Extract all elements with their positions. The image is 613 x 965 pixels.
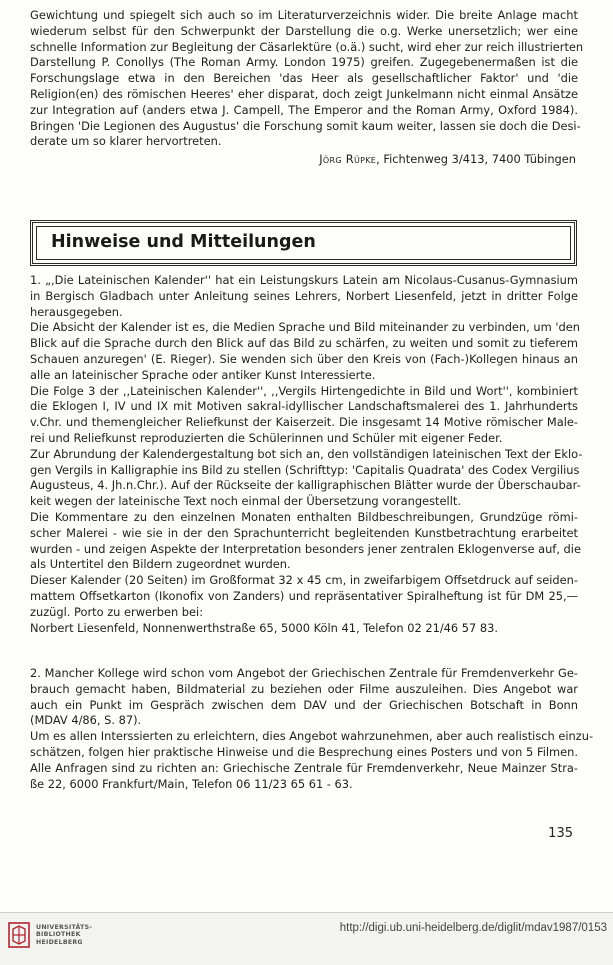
text-line: Dieser Kalender (20 Seiten) im Großformat 32 x 45 cm, in zweifarbigem Offsetdruck auf seiden- bbox=[30, 573, 578, 588]
paragraph bbox=[30, 446, 583, 510]
review-signature bbox=[319, 152, 576, 167]
page-number: 135 bbox=[548, 826, 573, 841]
text-line: schätzen, folgen hier praktische Hinweise und die Besprechung eines Posters und von 5 Filmen. bbox=[30, 744, 578, 759]
logo-line-2: BIBLIOTHEK bbox=[36, 931, 81, 939]
text-line: keit wegen der lateinische Text noch einmal der Übersetzung vorangestellt. bbox=[30, 494, 461, 509]
text-line: scher Malerei - wie sie in der den Sprachunterricht begleitenden Kunstbetrachtung erarbeitet bbox=[30, 525, 578, 540]
text-line: 1. „,Die Lateinischen Kalender'' hat ein Leistungskurs Latein am Nicolaus-Cusanus-Gymnasium bbox=[30, 273, 578, 287]
text-line: 2. Mancher Kollege wird schon vom Angebot der Griechischen Zentrale für Fremdenverkehr Ge- bbox=[30, 666, 578, 680]
text-line: Schauen anzuregen' (E. Rieger). Sie wenden sich über den Kreis von (Fach-)Kollegen hinaus an bbox=[30, 351, 578, 366]
paragraph bbox=[30, 666, 578, 729]
text-line: wiederum selbst für den Schwerpunkt der Darstellung die o.g. Werke unersetzlich; wer eine bbox=[30, 23, 578, 38]
text-line: Norbert Liesenfeld, Nonnenwerthstraße 65, 5000 Köln 41, Telefon 02 21/46 57 83. bbox=[30, 620, 498, 635]
text-line: wurden - und zeigen Aspekte der Interpretation besonders jener zentralen Eklogenverse auf, die bbox=[30, 541, 581, 556]
paragraph bbox=[30, 621, 578, 637]
text-line: schnelle Information zur Begleitung der Cäsarlektüre (o.ä.) sucht, wird eher zur reich illustrierten bbox=[30, 39, 584, 54]
text-line: zuzügl. Porto zu erwerben bei: bbox=[30, 604, 204, 619]
text-line: Zur Abrundung der Kalendergestaltung bot sich an, den vollständigen lateinischen Text der Eklo- bbox=[30, 446, 583, 461]
notice-item-2 bbox=[30, 666, 594, 792]
paragraph bbox=[30, 384, 578, 447]
library-logo-text bbox=[36, 924, 92, 947]
text-line: Die Kommentare zu den einzelnen Monaten enthalten Bildbeschreibungen, Grundzüge römi- bbox=[30, 509, 578, 524]
text-line: Gewichtung und spiegelt sich auch so im Literaturverzeichnis wider. Die breite Anlage macht bbox=[30, 8, 578, 22]
text-line: Alle Anfragen sind zu richten an: Griechische Zentrale für Fremdenverkehr, Neue Mainzer Stra- bbox=[30, 760, 578, 775]
author-address: , Fichtenweg 3/413, 7400 Tübingen bbox=[376, 152, 576, 166]
text-line: Blick auf die Sprache durch den Blick auf das Bild zu schärfen, zu weiten und somit zu tieferem bbox=[30, 336, 578, 351]
logo-line-1: UNIVERSITÄTS- bbox=[36, 923, 93, 931]
text-line: (MDAV 4/86, S. 87). bbox=[30, 713, 142, 728]
paragraph bbox=[30, 320, 578, 383]
text-line: derate um so klarer hervortreten. bbox=[30, 134, 222, 149]
section-heading-box bbox=[30, 220, 577, 266]
review-closing-paragraph bbox=[30, 8, 584, 150]
text-line: auch ein Punkt im Gespräch zwischen dem DAV und der Griechischen Botschaft in Bonn bbox=[30, 697, 578, 712]
text-line: Bringen 'Die Legionen des Augustus' die Forschung somit kaum weiter, lassen sie doch die Desi- bbox=[30, 118, 581, 133]
text-line: als Untertitel den Bildern zugeordnet wurden. bbox=[30, 557, 291, 572]
text-line: v.Chr. und themengleicher Reliefkunst der Kaiserzeit. Die insgesamt 14 Motive römischer Male- bbox=[30, 415, 578, 430]
logo-line-3: HEIDELBERG bbox=[36, 938, 83, 946]
text-line: Die Folge 3 der ,,Lateinischen Kalender'', ,,Vergils Hirtengedichte in Bild und Wort'', kombiniert bbox=[30, 383, 578, 398]
section-heading: Hinweise und Mitteilungen bbox=[51, 232, 316, 252]
text-line: Augusteus, 4. Jh.n.Chr.). Auf der Rückseite der kalligraphischen Blätter wurde der Überschaubar- bbox=[30, 478, 581, 493]
library-logo[interactable] bbox=[8, 922, 92, 948]
paragraph bbox=[30, 273, 578, 320]
paragraph bbox=[30, 729, 594, 792]
text-line: brauch gemacht haben, Bildmaterial zu beziehen oder Filme auszuleihen. Dies Angebot war bbox=[30, 681, 578, 696]
author-name: Jörg Rüpke bbox=[319, 152, 377, 166]
text-line: alle an lateinischer Sprache oder antiker Kunst Interessierte. bbox=[30, 367, 376, 382]
text-line: ße 22, 6000 Frankfurt/Main, Telefon 06 11/23 65 61 - 63. bbox=[30, 776, 353, 791]
text-line: in Bergisch Gladbach unter Anleitung seines Lehrers, Norbert Liesenfeld, jetzt in dritter Folge bbox=[30, 288, 578, 303]
text-line: Religion(en) des römischen Heeres' eher disparat, doch zeigt Junkelmann nicht einmal Ansätze bbox=[30, 86, 578, 101]
notice-item-1 bbox=[30, 273, 583, 636]
text-line: Forschungslage etwa in den Bereichen 'das Heer als gesellschaftlicher Faktor' und 'die bbox=[30, 71, 578, 86]
text-line: zur Integration auf (anders etwa J. Campell, The Emperor and the Roman Army, Oxford 1984). bbox=[30, 102, 578, 117]
text-line: rei und Reliefkunst reproduzierten die Schülerinnen und Schüler mit eigener Feder. bbox=[30, 430, 503, 445]
text-line: gen Vergils in Kalligraphie ins Bild zu stellen (Schrifttyp: 'Capitalis Quadrata' des Codex Vergilius bbox=[30, 462, 580, 477]
text-line: die Eklogen I, IV und IX mit Motiven sakral-idyllischer Landschaftsmalerei des 1. Jahrhunderts bbox=[30, 399, 578, 414]
text-line: mattem Offsetkarton (Ikonofix von Zanders) und repräsentativer Spiralheftung ist für DM 25,— bbox=[30, 588, 578, 603]
paragraph bbox=[30, 509, 581, 573]
library-seal-icon bbox=[8, 922, 30, 948]
source-url-link[interactable]: http://digi.ub.uni-heidelberg.de/diglit/mdav1987/0153 bbox=[339, 922, 607, 934]
text-line: Die Absicht der Kalender ist es, die Medien Sprache und Bild miteinander zu verbinden, um 'den bbox=[30, 320, 580, 335]
text-line: Darstellung P. Conollys (The Roman Army. London 1975) greifen. Zugegebenermaßen ist die bbox=[30, 55, 578, 70]
text-line: Um es allen Interssierten zu erleichtern, dies Angebot wahrzunehmen, aber auch realistisch einzu- bbox=[30, 729, 594, 744]
text-line: herausgegeben. bbox=[30, 304, 123, 319]
paragraph bbox=[30, 573, 578, 620]
